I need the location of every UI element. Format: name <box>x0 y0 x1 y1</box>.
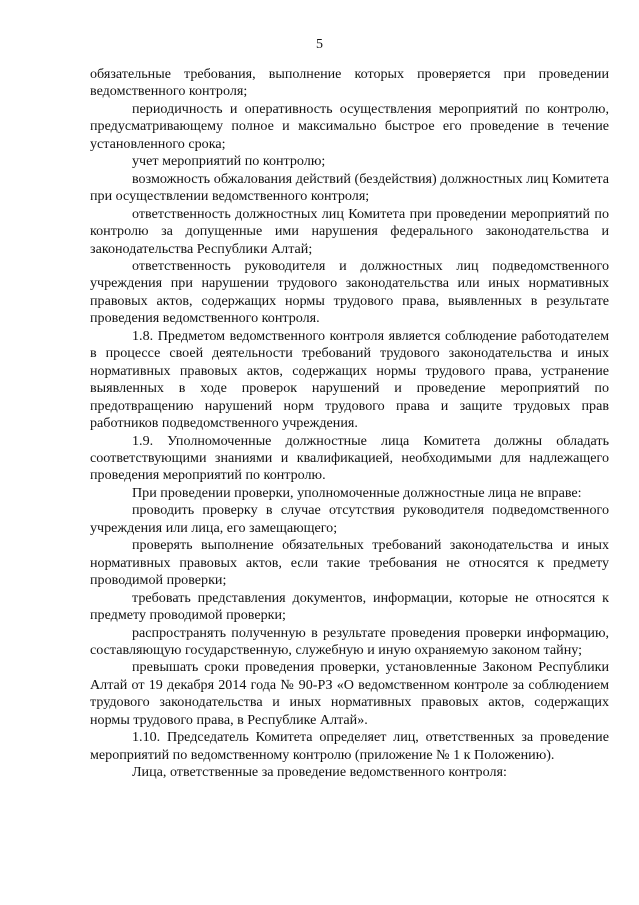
paragraph: распространять полученную в результате проведения проверки информацию, составляющую государственную, служебную и иную охраняемую законом тайну; <box>90 624 609 658</box>
paragraph: ответственность руководителя и должностных лиц подведомственного учреждения при нарушении трудового законодательства или иных нормативных правовых актов, содержащих нормы трудового права, выявленных в результате проведения ведомственного контроля. <box>90 257 609 327</box>
paragraph: возможность обжалования действий (бездействия) должностных лиц Комитета при осуществлении ведомственного контроля; <box>90 170 609 205</box>
paragraph: учет мероприятий по контролю; <box>132 153 326 170</box>
paragraph: превышать сроки проведения проверки, установленные Законом Республики Алтай от 19 декабря 2014 года № 90-РЗ «О ведомственном контроле за соблюдением трудового законодательства и иных нормативных правовых актов, содержащих нормы трудового права, в Республике Алтай». <box>90 659 609 728</box>
paragraph: ответственность должностных лиц Комитета при проведении мероприятий по контролю за допущенные ими нарушения федерального законодательства и законодательства Республики Алтай; <box>90 205 609 257</box>
section-1-8: 1.8. Предметом ведомственного контроля является соблюдение работодателем в процессе своей деятельности требований трудового законодательства и иных нормативных правовых актов, содержащих нормы трудового права, устранение выявленных в ходе проверок нарушений и проведение мероприятий по предотвращению нарушений норм трудового права и защите трудовых прав работников подведомственного учреждения. <box>90 327 609 432</box>
paragraph: При проведении проверки, уполномоченные должностные лица не вправе: <box>132 484 582 501</box>
page-number: 5 <box>316 37 323 52</box>
section-1-10: 1.10. Председатель Комитета определяет лиц, ответственных за проведение мероприятий по ведомственному контролю (приложение № 1 к Положению). <box>90 729 609 763</box>
paragraph: Лица, ответственные за проведение ведомственного контроля: <box>132 764 507 781</box>
paragraph: обязательные требования, выполнение которых проверяется при проведении ведомственного контроля; <box>90 66 609 100</box>
paragraph: проверять выполнение обязательных требований законодательства и иных нормативных правовых актов, если такие требования не относятся к предмету проводимой проверки; <box>90 537 609 589</box>
document-body <box>90 66 609 782</box>
paragraph: требовать представления документов, информации, которые не относятся к предмету проводимой проверки; <box>90 589 609 624</box>
paragraph: проводить проверку в случае отсутствия руководителя подведомственного учреждения или лица, его замещающего; <box>90 502 609 536</box>
section-1-9: 1.9. Уполномоченные должностные лица Комитета должны обладать соответствующими знаниями и квалификацией, необходимыми для надлежащего проведения мероприятий по контролю. <box>90 432 609 484</box>
paragraph: периодичность и оперативность осуществления мероприятий по контролю, предусматривающему полное и максимально быстрое его проведение в течение установленного срока; <box>90 100 609 152</box>
